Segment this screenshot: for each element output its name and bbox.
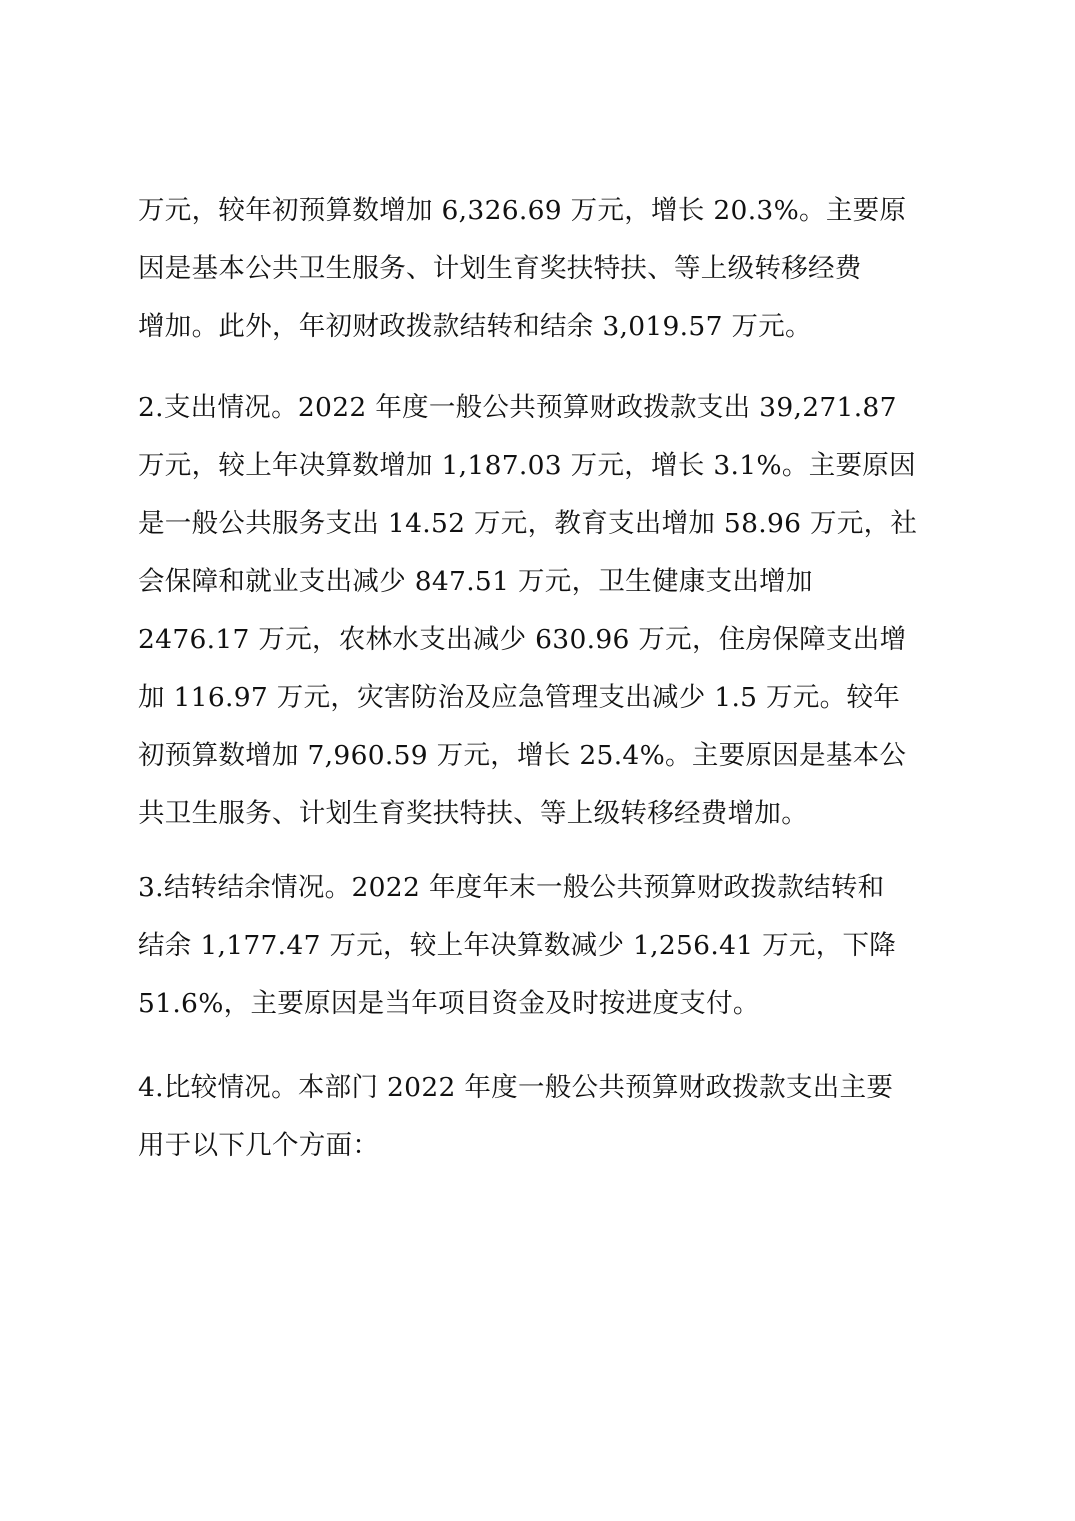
paragraph-expenditure bbox=[138, 393, 948, 829]
text-line: 会保障和就业支出减少 847.51 万元，卫生健康支出增加 bbox=[138, 566, 813, 597]
text-line: 51.6%，主要原因是当年项目资金及时按进度支付。 bbox=[138, 988, 760, 1019]
text-line: 结余 1,177.47 万元，较上年决算数减少 1,256.41 万元，下降 bbox=[138, 930, 897, 961]
text-line: 初预算数增加 7,960.59 万元，增长 25.4%。主要原因是基本公 bbox=[138, 740, 907, 771]
text-line: 3.结转结余情况。2022 年度年末一般公共预算财政拨款结转和 bbox=[138, 872, 885, 903]
paragraph-revenue-continuation bbox=[138, 196, 948, 342]
text-line: 万元，较年初预算数增加 6,326.69 万元，增长 20.3%。主要原 bbox=[138, 195, 907, 226]
text-line: 共卫生服务、计划生育奖扶特扶、等上级转移经费增加。 bbox=[138, 798, 808, 829]
paragraph-carryover-balance bbox=[138, 873, 948, 1019]
text-line: 加 116.97 万元，灾害防治及应急管理支出减少 1.5 万元。较年 bbox=[138, 682, 901, 713]
text-line: 2476.17 万元，农林水支出减少 630.96 万元，住房保障支出增 bbox=[138, 624, 907, 655]
paragraph-comparison bbox=[138, 1073, 948, 1161]
text-line: 因是基本公共卫生服务、计划生育奖扶特扶、等上级转移经费 bbox=[138, 253, 862, 284]
text-line: 增加。此外，年初财政拨款结转和结余 3,019.57 万元。 bbox=[138, 311, 812, 342]
text-line: 2.支出情况。2022 年度一般公共预算财政拨款支出 39,271.87 bbox=[138, 392, 897, 423]
text-line: 万元，较上年决算数增加 1,187.03 万元，增长 3.1%。主要原因 bbox=[138, 450, 916, 481]
text-line: 用于以下几个方面： bbox=[138, 1130, 380, 1161]
text-line: 是一般公共服务支出 14.52 万元，教育支出增加 58.96 万元，社 bbox=[138, 508, 918, 539]
text-line: 4.比较情况。本部门 2022 年度一般公共预算财政拨款支出主要 bbox=[138, 1072, 894, 1103]
